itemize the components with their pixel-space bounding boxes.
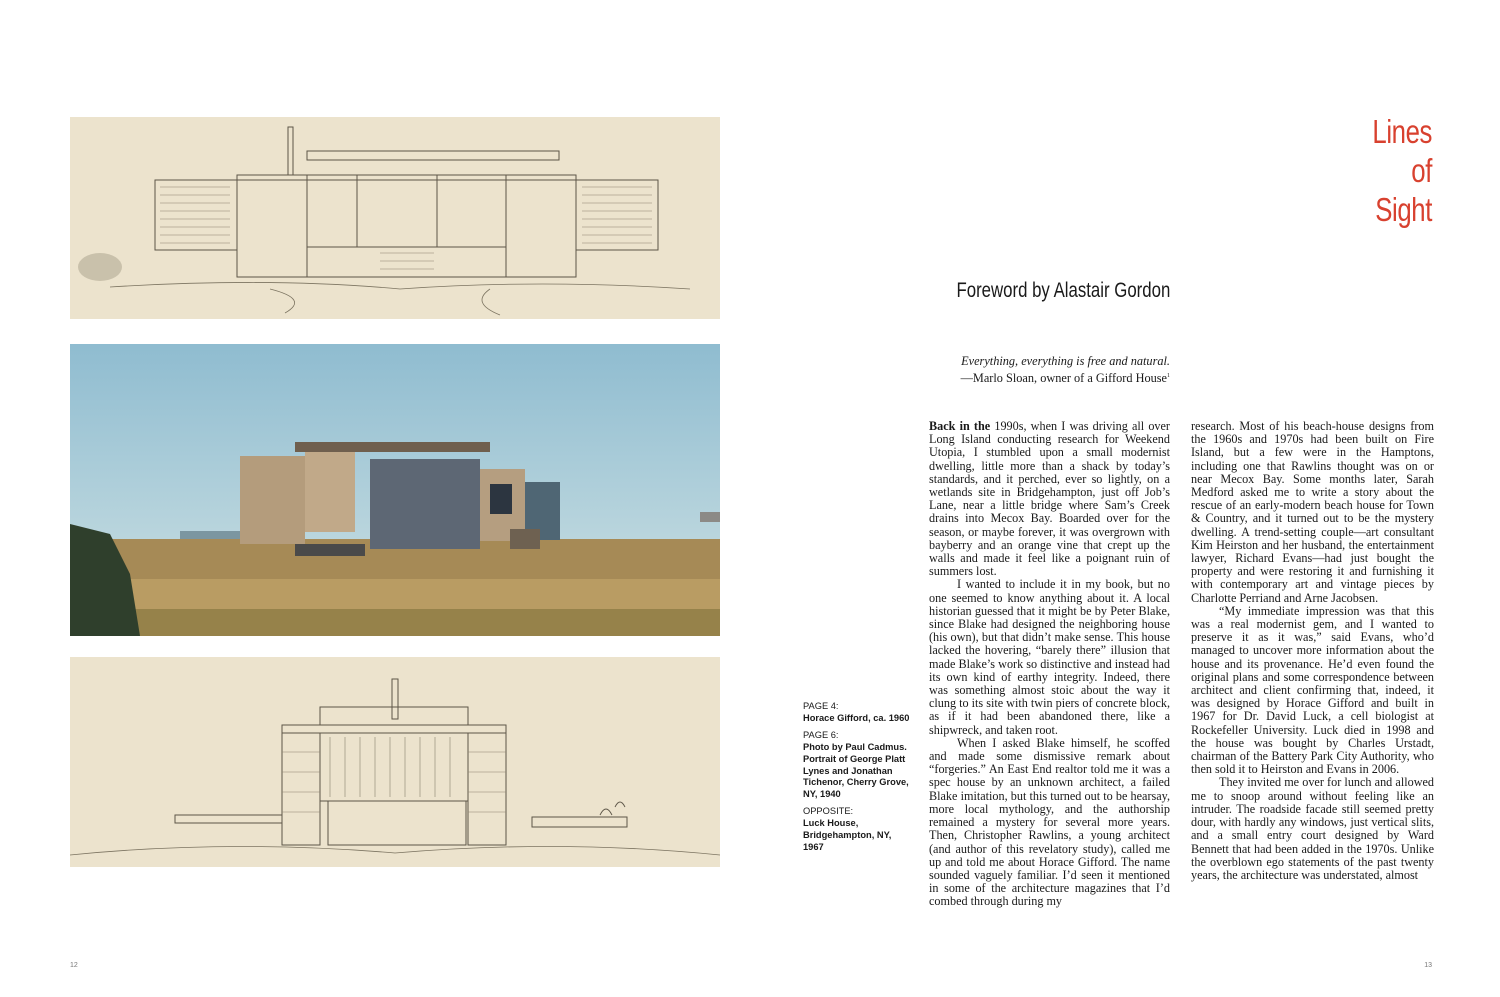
- body-column-2: [1191, 420, 1434, 882]
- house-photograph-art: [70, 344, 720, 636]
- caption-label: PAGE 6:: [803, 729, 839, 740]
- epigraph-attribution: —Marlo Sloan, owner of a Gifford House: [960, 371, 1167, 386]
- body-paragraph-text: 1990s, when I was driving all over Long Island conducting research for Weekend Utopia, I stumbled upon a small modernist dwelling, little more than a shack by today’s standards, and it perched, ever so lightly, on a wetlands site in Bridgehampton, just off Job’s Lane, near a little bridge where Sam’s Creek drains into Mecox Bay. Boarded over for the season, or maybe forever, it was overgrown with bayberry and an orange vine that crept up the walls and made it feel like a poignant ruin of summers lost.: [929, 419, 1170, 579]
- chapter-title: [1232, 112, 1432, 229]
- caption-item: [803, 806, 913, 854]
- section-drawing-bottom: [70, 657, 720, 867]
- caption-label: PAGE 4:: [803, 701, 839, 711]
- title-line-1: Lines: [1372, 113, 1432, 150]
- caption-item: [803, 730, 913, 801]
- house-photograph: [70, 344, 720, 636]
- body-paragraph: When I asked Blake himself, he scoffed and made some dismissive remark about “forgeries.” An East End realtor told me it was a spec house by an unknown architect, a failed Blake imitation, but this turned out to be hearsay, more local mythology, and the authorship remained a mystery for several more years. Then, Christopher Rawlins, a young architect (and author of this revelatory study), called me up and told me about Horace Gifford. The name sounded vaguely familiar. I’d seen it mentioned in some of the architecture magazines that I’d combed through during my: [929, 735, 1170, 909]
- title-line-3: Sight: [1375, 191, 1432, 228]
- page-number-right: 13: [1424, 962, 1432, 969]
- elevation-drawing-sketch: [70, 117, 720, 319]
- page-number-left: 12: [70, 962, 78, 969]
- caption-text: Luck House, Bridgehampton, NY, 1967: [803, 818, 892, 852]
- body-paragraph: I wanted to include it in my book, but no one seemed to know anything about it. A local historian guessed that it might be by Peter Blake, since Blake had designed the neighboring house (his own), but that didn’t make sense. This house lacked the hovering, “barely there” illusion that made Blake’s work so distinctive and instead had its own kind of earthy integrity. Indeed, there was something almost stoic about the way it clung to its site with twin piers of concrete block, as if it had been abandoned there, like a shipwreck, and taken root.: [929, 577, 1170, 737]
- caption-text: Photo by Paul Cadmus. Portrait of George Platt Lynes and Jonathan Tichenor, Cherry Grove, NY, 1940: [803, 741, 909, 800]
- elevation-drawing-top: [70, 117, 720, 319]
- body-paragraph: They invited me over for lunch and allowed me to snoop around without feeling like an intruder. The roadside facade still seemed pretty dour, with hardly any windows, just vertical slits, and a small entry court designed by Ward Bennett that had been added in the 1970s. Unlike the overblown ego statements of the past twenty years, the architecture was understated, almost: [1191, 775, 1434, 882]
- caption-label: OPPOSITE:: [803, 806, 854, 817]
- foreword-heading: Foreword by Alastair Gordon: [956, 279, 1170, 302]
- section-drawing-sketch: [70, 657, 720, 867]
- foreword-heading-wrap: [903, 279, 1170, 303]
- body-paragraph: research. Most of his beach-house designs from the 1960s and 1970s had been built on Fire Island, but a few were in the Hamptons, including one that Rawlins thought was on or near Mecox Bay. Some months later, Sarah Medford asked me to write a story about the rescue of an early-modern beach house for Town & Country, and it turned out to be the mystery dwelling. A trend-setting couple—art consultant Kim Heirston and her husband, the entertainment lawyer, Richard Evans—had just bought the property and were restoring it and furnishing it with contemporary art and vintage pieces by Charlotte Perriand and Arne Jacobsen.: [1191, 419, 1434, 605]
- caption-text: Horace Gifford, ca. 1960: [803, 712, 910, 723]
- caption-item: [803, 701, 913, 725]
- caption-block: [803, 701, 913, 859]
- title-line-2: of: [1411, 152, 1432, 189]
- lead-in: Back in the: [929, 419, 991, 433]
- epigraph-attribution-line: [870, 369, 1170, 386]
- epigraph: [870, 354, 1170, 386]
- footnote-mark: 1: [1167, 373, 1170, 379]
- body-paragraph: “My immediate impression was that this was a real modernist gem, and I wanted to preserve it as it was,” said Evans, who’d managed to uncover more information about the house and its provenance. He’d even found the original plans and some correspondence between architect and client confirming that, indeed, it was designed by Horace Gifford and built in 1967 for Dr. David Luck, a cell biologist at Rockefeller University. Luck died in 1998 and the house was bought by Charles Urstadt, chairman of the Battery Park City Authority, who then sold it to Heirston and Evans in 2006.: [1191, 603, 1434, 777]
- epigraph-quote: Everything, everything is free and natural.: [961, 354, 1170, 368]
- body-column-1: [929, 420, 1170, 909]
- body-paragraph: [929, 420, 1170, 578]
